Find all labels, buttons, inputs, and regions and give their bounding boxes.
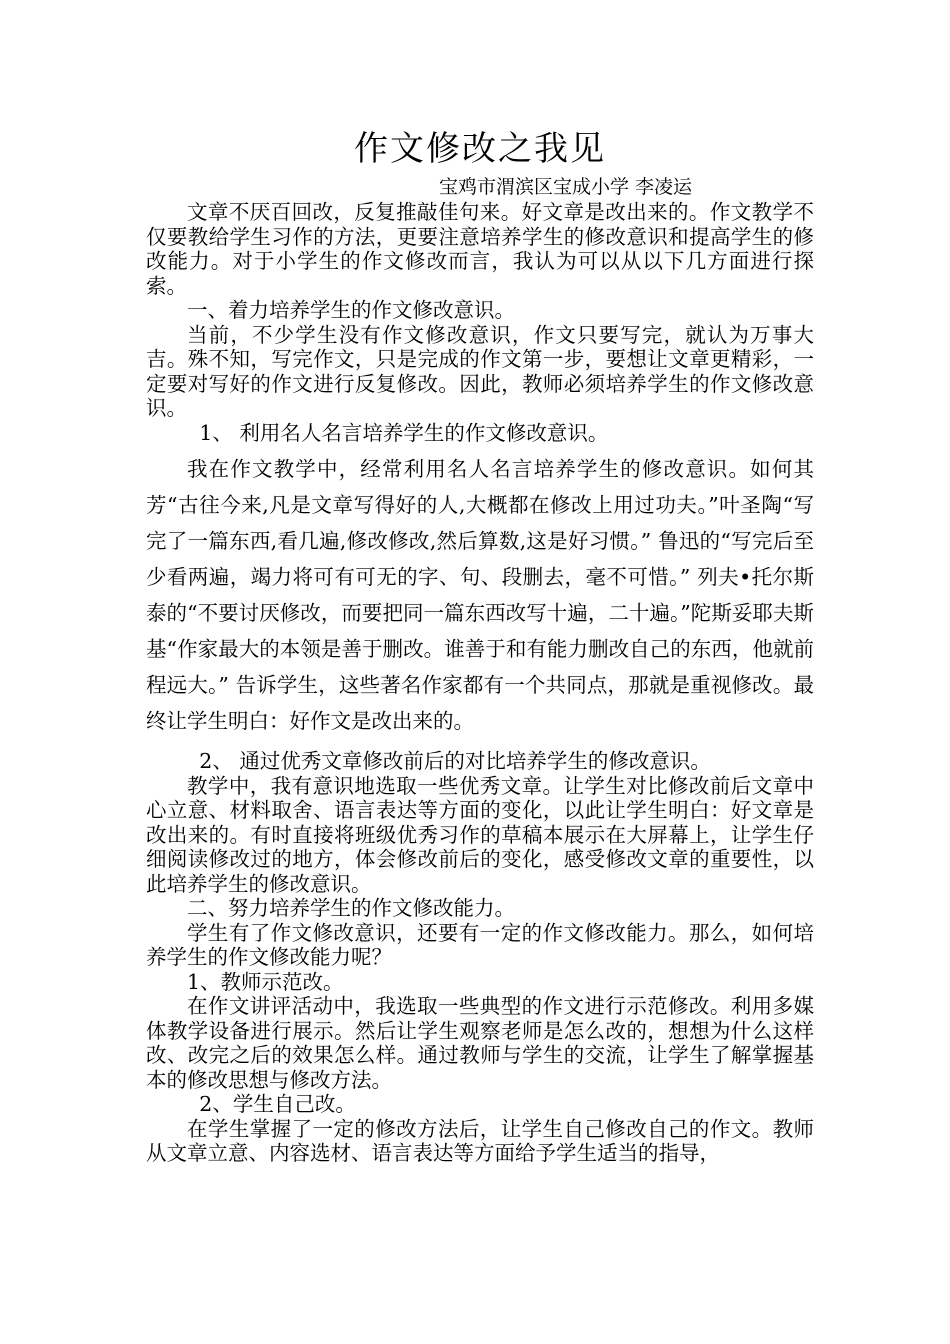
- subheading-2-1: 1、教师示范改。: [187, 969, 344, 994]
- author-byline: 宝鸡市渭滨区宝成小学 李凌运: [438, 176, 692, 198]
- subheading-1-2: 2、 通过优秀文章修改前后的对比培养学生的修改意识。: [199, 749, 711, 773]
- document-title: 作文修改之我见: [354, 129, 606, 169]
- section-heading-1: 一、着力培养学生的作文修改意识。: [187, 298, 515, 322]
- paragraph-teacher-demo: 在作文讲评活动中，我选取一些典型的作文进行示范修改。利用多媒体教学设备进行展示。然后让学生观察老师是怎么改的，想想为什么这样改、改完之后的效果怎么样。通过教师与学生的交流，让学生了解掌握基本的修改思想与修改方法。: [146, 994, 814, 1092]
- paragraph-quotes: 我在作文教学中，经常利用名人名言培养学生的修改意识。如何其芳“古往今来,凡是文章写得好的人,大概都在修改上用过功夫。”叶圣陶“写完了一篇东西,看几遍,修改修改,然后算数,这是好习惯。” 鲁迅的“写完后至少看两遍，竭力将可有可无的字、句、段删去，毫不可惜。” 列夫•托尔斯泰的“不要讨厌修改，而要把同一篇东西改写十遍，二十遍。”陀斯妥耶夫斯基“作家最大的本领是善于删改。谁善于和有能力删改自己的东西，他就前程远大。” 告诉学生，这些著名作家都有一个共同点，那就是重视修改。最终让学生明白：好作文是改出来的。: [146, 457, 814, 733]
- paragraph-comparison: 教学中，我有意识地选取一些优秀文章。让学生对比修改前后文章中心立意、材料取舍、语言表达等方面的变化，以此让学生明白：好文章是改出来的。有时直接将班级优秀习作的草稿本展示在大屏幕上，让学生仔细阅读修改过的地方，体会修改前后的变化，感受修改文章的重要性，以此培养学生的修改意识。: [146, 773, 814, 896]
- paragraph-section-1: 当前，不少学生没有作文修改意识，作文只要写完，就认为万事大吉。殊不知，写完作文，只是完成的作文第一步，要想让文章更精彩，一定要对写好的作文进行反复修改。因此，教师必须培养学生的作文修改意识。: [146, 322, 814, 420]
- paragraph-intro: 文章不厌百回改，反复推敲佳句来。好文章是改出来的。作文教学不仅要教给学生习作的方法，更要注意培养学生的修改意识和提高学生的修改能力。对于小学生的作文修改而言，我认为可以从以下几方面进行探索。: [146, 200, 814, 298]
- paragraph-section-2: 学生有了作文修改意识，还要有一定的作文修改能力。那么，如何培养学生的作文修改能力呢？: [146, 920, 814, 969]
- subheading-2-2: 2、学生自己改。: [199, 1092, 356, 1116]
- subheading-1-1: 1、 利用名人名言培养学生的作文修改意识。: [199, 420, 609, 445]
- paragraph-self-revision: 在学生掌握了一定的修改方法后，让学生自己修改自己的作文。教师从文章立意、内容选材、语言表达等方面给予学生适当的指导，: [146, 1116, 814, 1165]
- section-heading-2: 二、努力培养学生的作文修改能力。: [187, 896, 515, 920]
- document-page: [146, 128, 814, 1166]
